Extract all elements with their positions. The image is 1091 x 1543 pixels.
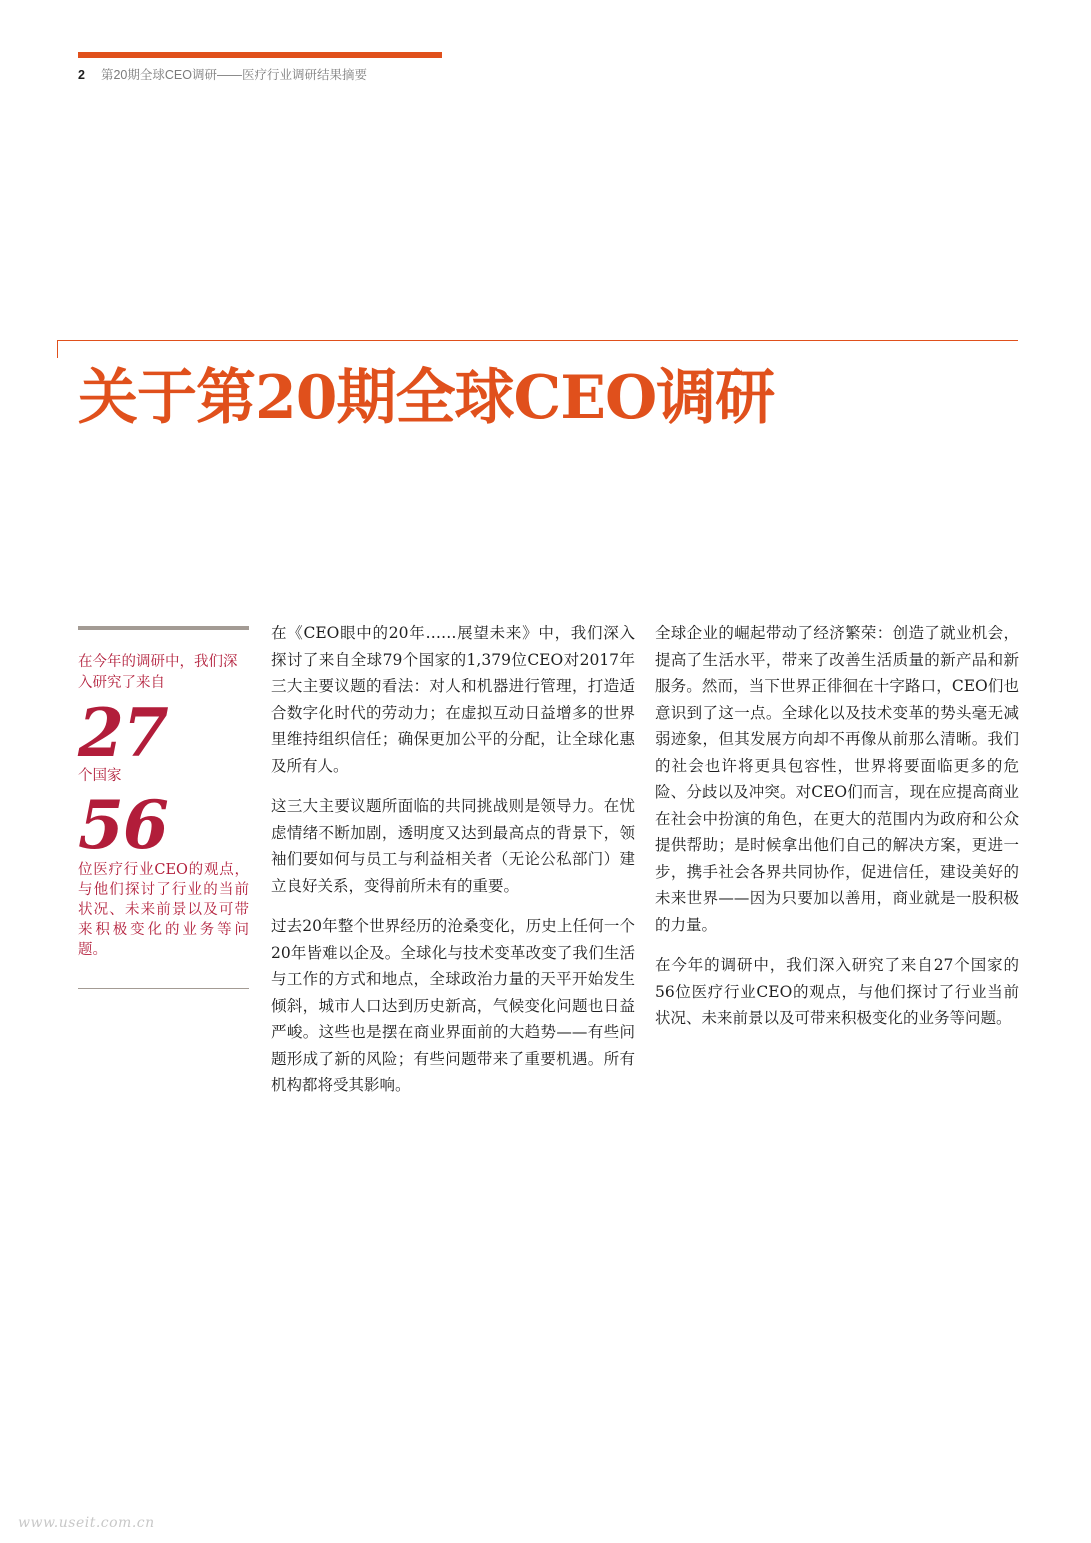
body-paragraph: 在今年的调研中，我们深入研究了来自27个国家的56位医疗行业CEO的观点，与他们探讨了行业当前状况、未来前景以及可带来积极变化的业务等问题。	[655, 956, 1019, 1027]
body-paragraph: 全球企业的崛起带动了经济繁荣：创造了就业机会，提高了生活水平，带来了改善生活质量的新产品和新服务。然而，当下世界正徘徊在十字路口，CEO们也意识到了这一点。全球化以及技术变革的势头毫无减弱迹象，但其发展方向却不再像从前那么清晰。我们的社会也许将更具包容性，世界将要面临更多的危险、分歧以及冲突。对CEO们而言，现在应提高商业在社会中扮演的角色，在更大的范围内为政府和公众提供帮助；是时候拿出他们自己的解决方案，更进一步，携手社会各界共同协作，促进信任，建设美好的未来世界——因为只要加以善用，商业就是一股积极的力量。	[655, 624, 1019, 934]
title-rule-tick	[57, 340, 58, 358]
page-number: 2	[78, 68, 85, 82]
title-rule	[57, 340, 1018, 341]
header-accent-bar	[78, 52, 442, 58]
stat-countries-number: 27	[78, 694, 168, 772]
stat-ceos-label: 位医疗行业CEO的观点，与他们探讨了行业的当前状况、未来前景以及可带来积极变化的业务等问题。	[78, 862, 249, 958]
body-column-left	[271, 620, 635, 1113]
watermark: www.useit.com.cn	[18, 1515, 155, 1531]
body-paragraph: 过去20年整个世界经历的沧桑变化，历史上任何一个20年皆难以企及。全球化与技术变革改变了我们生活与工作的方式和地点，全球政治力量的天平开始发生倾斜，城市人口达到历史新高，气候变化问题也日益严峻。这些也是摆在商业界面前的大趋势——有些问题形成了新的风险；有些问题带来了重要机遇。所有机构都将受其影响。	[271, 917, 635, 1094]
stat-ceos-number: 56	[78, 786, 168, 864]
sidebar-callout	[78, 626, 249, 989]
sidebar-intro: 在今年的调研中，我们深入研究了来自	[78, 654, 238, 691]
sidebar-top-rule	[78, 626, 249, 630]
body-paragraph: 在《CEO眼中的20年……展望未来》中，我们深入探讨了来自全球79个国家的1,379位CEO对2017年三大主要议题的看法：对人和机器进行管理，打造适合数字化时代的劳动力；在虚拟互动日益增多的世界里维持组织信任；确保更加公平的分配，让全球化惠及所有人。	[271, 624, 635, 775]
stat-countries-label: 个国家	[78, 768, 122, 784]
running-title: 第20期全球CEO调研——医疗行业调研结果摘要	[100, 68, 367, 82]
sidebar-bottom-rule	[78, 988, 249, 989]
running-header	[78, 65, 367, 83]
body-column-right	[655, 620, 1019, 1046]
page-title: 关于第20期全球CEO调研	[78, 363, 775, 433]
body-paragraph: 这三大主要议题所面临的共同挑战则是领导力。在忧虑情绪不断加剧，透明度又达到最高点的背景下，领袖们要如何与员工与利益相关者（无论公私部门）建立良好关系，变得前所未有的重要。	[271, 797, 635, 895]
